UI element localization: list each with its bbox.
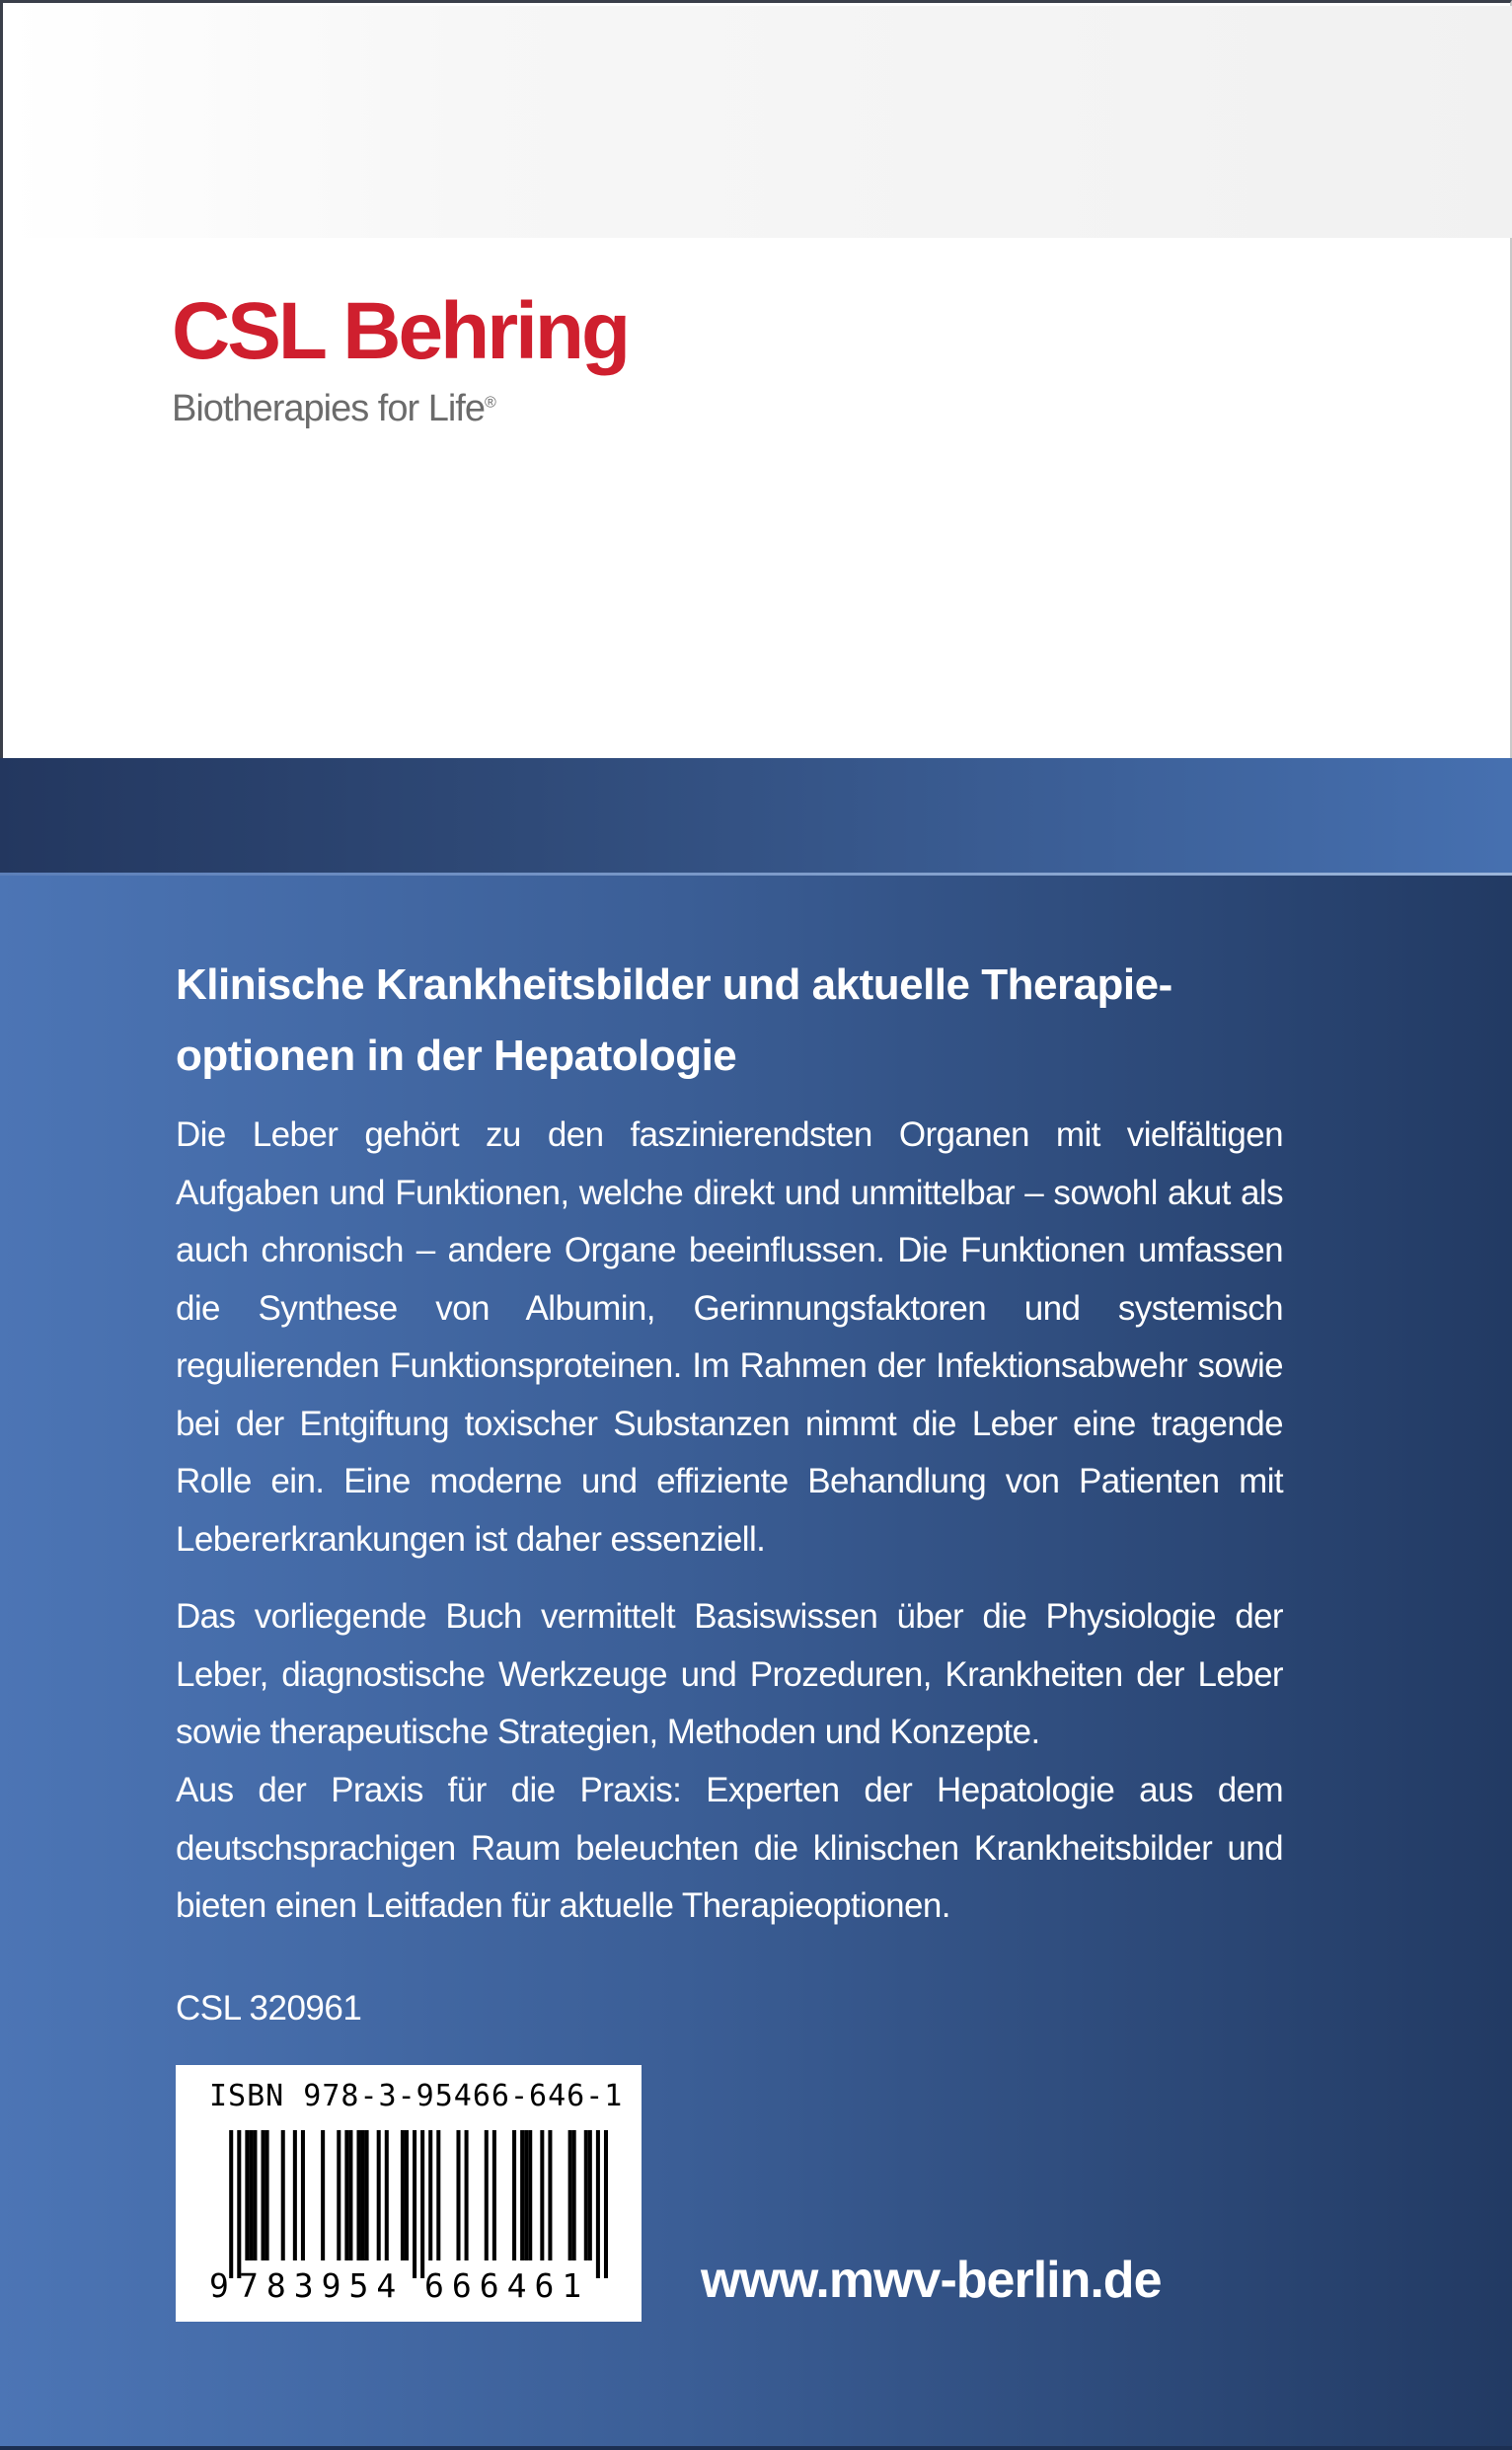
barcode-bar (520, 2130, 524, 2260)
barcode-bar (604, 2130, 608, 2278)
ean-right-group: 666461 (424, 2266, 590, 2305)
barcode-bar (229, 2130, 233, 2278)
barcode-bar (281, 2130, 285, 2260)
registered-mark: ® (484, 394, 495, 412)
blue-header-band (0, 758, 1512, 875)
barcode-bar (540, 2130, 544, 2260)
barcode-bar (524, 2130, 528, 2260)
csl-behring-logo (172, 286, 629, 429)
barcode-bar (401, 2130, 405, 2260)
barcode-bar (253, 2130, 257, 2260)
ean-left-group: 783954 (239, 2266, 405, 2305)
barcode-bar (405, 2130, 409, 2260)
barcode-bar (413, 2130, 416, 2278)
barcode-bar (337, 2130, 340, 2260)
barcode-bar (348, 2130, 352, 2260)
barcode-bar (492, 2130, 496, 2260)
back-cover-headline (176, 950, 1283, 1092)
barcode-bar (301, 2130, 305, 2260)
barcode-bar (596, 2130, 600, 2278)
headline-line-2: optionen in der Hepatologie (176, 1032, 737, 1080)
barcode-bar (377, 2130, 381, 2260)
logo-tagline (172, 390, 628, 427)
barcode-bar (365, 2130, 369, 2260)
barcode-bar (237, 2130, 241, 2278)
barcode-bar (420, 2130, 424, 2278)
barcode-bar (528, 2130, 532, 2260)
description-paragraph-3: Aus der Praxis für die Praxis: Experten der Hepatologie aus dem deutschsprachigen Raum beleuchten die klinischen Krankheitsbilder und bieten einen Leitfaden für aktuelle Therapieoptionen. (176, 1771, 1283, 1925)
logo-brand-name: CSL Behring (172, 286, 629, 376)
barcode-bar (512, 2130, 516, 2260)
barcode-bar (456, 2130, 460, 2260)
barcode-bar (584, 2130, 588, 2260)
barcode-bar (548, 2130, 552, 2260)
barcode-bar (572, 2130, 576, 2260)
barcode-bar (436, 2130, 440, 2260)
barcode-bar (262, 2130, 265, 2260)
publisher-website: www.mwv-berlin.de (701, 2252, 1162, 2309)
barcode-bar (356, 2130, 360, 2260)
barcode-bar (245, 2130, 249, 2260)
blue-text-panel (0, 876, 1512, 2450)
csl-product-code: CSL 320961 (176, 1989, 362, 2028)
barcode-bar (588, 2130, 592, 2260)
isbn-barcode (176, 2065, 642, 2322)
description-paragraph-1: Die Leber gehört zu den faszinierendsten Organen mit vielfältigen Aufgaben und Funktionen, welche direkt und unmittelbar – sowohl akut als auch chronisch – andere Organe beeinflussen. Die Funktionen umfassen die Synthese von Albumin, Gerinnungsfaktoren und systemisch regulierenden Funktionsproteinen. Im Rahmen der Infektionsabwehr sowie bei der Entgiftung toxischer Substanzen nimmt die Leber eine tragende Rolle ein. Eine moderne und effiziente Behandlung von Patienten mit Lebererkrankungen ist daher essenziell. (176, 1115, 1283, 1559)
description-paragraph-2: Das vorliegende Buch vermittelt Basiswissen über die Physiologie der Leber, diagnostische Werkzeuge und Prozeduren, Krankheiten der Leber sowie therapeutische Strategien, Methoden und Konzepte. (176, 1597, 1283, 1751)
barcode-bar (485, 2130, 489, 2260)
barcode-bar (465, 2130, 469, 2260)
barcode-bar (361, 2130, 365, 2260)
headline-line-1: Klinische Krankheitsbilder und aktuelle Therapie- (176, 960, 1172, 1009)
top-gray-fade (6, 6, 1512, 238)
barcode-bars (209, 2130, 608, 2278)
ean-digits (209, 2266, 608, 2306)
barcode-bar (293, 2130, 297, 2260)
barcode-bar (568, 2130, 572, 2260)
ean-first-digit: 9 (209, 2266, 229, 2305)
bottom-edge-line (0, 2446, 1512, 2450)
barcode-bar (344, 2130, 348, 2260)
barcode-bar (249, 2130, 253, 2260)
barcode-bar (321, 2130, 325, 2260)
barcode-bar (265, 2130, 269, 2260)
logo-tagline-text: Biotherapies for Life (172, 388, 485, 429)
isbn-label: ISBN 978-3-95466-646-1 (209, 2079, 624, 2113)
barcode-bar (428, 2130, 432, 2260)
barcode-bar (385, 2130, 389, 2260)
